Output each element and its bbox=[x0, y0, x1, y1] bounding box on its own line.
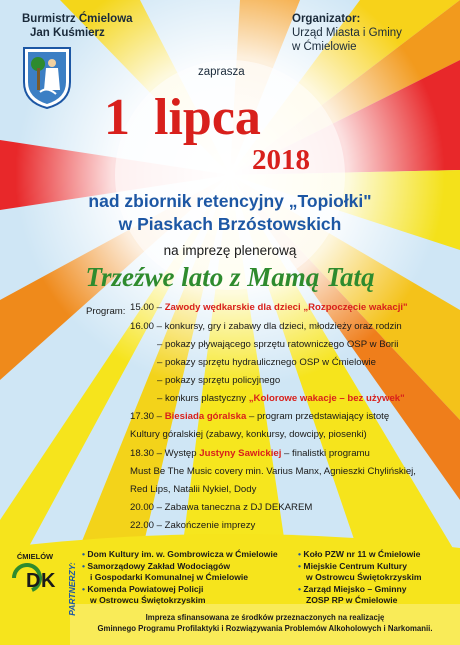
partner-name: Komenda Powiatowej Policji bbox=[87, 584, 204, 594]
organizer-label: Organizator: bbox=[292, 13, 361, 25]
date-day: 1 bbox=[104, 89, 130, 146]
bullet-icon: • bbox=[82, 584, 86, 594]
venue-line-1: nad zbiornik retencyjny „Topiołki" bbox=[88, 191, 372, 211]
program-text: – finalistki programu bbox=[281, 448, 370, 459]
partner-name: ZOSP RP w Ćmielowie bbox=[306, 595, 398, 605]
partner-name: Koło PZW nr 11 w Ćmielowie bbox=[303, 549, 421, 559]
svg-text:K: K bbox=[41, 570, 56, 592]
program-highlight: „Kolorowe wakacje – bez używek" bbox=[248, 393, 405, 404]
coat-of-arms-icon bbox=[22, 46, 72, 110]
program-text: – program przedstawiający istotę bbox=[246, 411, 390, 422]
program-item: 16.00 – konkursy, gry i zabawy dla dzieci, młodzieży oraz rodzin bbox=[130, 321, 402, 332]
partner-item bbox=[82, 584, 203, 595]
program-item: – pokazy sprzętu hydraulicznego OSP w Ćmielowie bbox=[157, 357, 376, 368]
partner-item bbox=[82, 561, 230, 572]
partner-item bbox=[298, 584, 407, 595]
program-time: 18.30 – Występ bbox=[130, 448, 200, 459]
program-highlight: Biesiada góralska bbox=[164, 411, 247, 422]
partner-item bbox=[298, 561, 407, 572]
event-date bbox=[104, 90, 261, 146]
program-item: – pokazy pływającego sprzętu ratowniczego OSP w Borii bbox=[157, 339, 399, 350]
bullet-icon: • bbox=[82, 561, 86, 571]
partner-name: Samorządowy Zakład Wodociągów bbox=[87, 561, 231, 571]
program-item bbox=[130, 411, 389, 423]
partner-name: Dom Kultury im. w. Gombrowicza w Ćmielowie bbox=[87, 549, 278, 559]
event-type: na imprezę plenerową bbox=[163, 243, 297, 258]
program-item: 20.00 – Zabawa taneczna z DJ DEKAREM bbox=[130, 502, 313, 513]
partner-name: Miejskie Centrum Kultury bbox=[303, 561, 408, 571]
bullet-icon: • bbox=[298, 561, 302, 571]
footer-line-2: Gminnego Programu Profilaktyki i Rozwiązywania Problemów Alkoholowych i Narkomanii. bbox=[97, 624, 433, 633]
date-year: 2018 bbox=[252, 144, 310, 176]
program-item: Red Lips, Natalii Nykiel, Dody bbox=[130, 484, 257, 495]
venue-line-2: w Piaskach Brzóstowskich bbox=[118, 214, 342, 234]
invites-text: zaprasza bbox=[198, 66, 245, 78]
program-label: Program: bbox=[86, 306, 126, 317]
partner-name: w Ostrowcu Świętokrzyskim bbox=[90, 595, 206, 605]
event-title: Trzeźwe lato z Mamą Tatą bbox=[85, 262, 375, 292]
program-item bbox=[130, 448, 370, 460]
program-item: – pokazy sprzętu policyjnego bbox=[157, 375, 281, 386]
organizer-place: w Ćmielowie bbox=[292, 41, 357, 53]
program-item: Kultury góralskiej (zabawy, konkursy, dowcipy, piosenki) bbox=[130, 429, 367, 440]
svg-text:D: D bbox=[26, 570, 41, 592]
program-item bbox=[130, 302, 408, 314]
partner-item bbox=[298, 549, 420, 560]
partners-label: PARTNERZY: bbox=[67, 562, 77, 616]
program-time: 17.30 – bbox=[130, 411, 165, 422]
partner-name: Zarząd Miejsko – Gminny bbox=[303, 584, 407, 594]
program-text: – konkurs plastyczny bbox=[157, 393, 249, 404]
date-month: lipca bbox=[154, 89, 261, 146]
bullet-icon: • bbox=[82, 549, 86, 559]
partner-item-cont bbox=[306, 572, 422, 583]
program-item bbox=[157, 393, 405, 405]
partner-item-cont bbox=[90, 572, 248, 583]
mayor-title: Burmistrz Ćmielowa bbox=[22, 13, 133, 25]
footer-line-1: Impreza sfinansowana ze środków przeznaczonych na realizację bbox=[145, 613, 385, 622]
dk-logo-icon bbox=[10, 561, 60, 595]
dk-logo bbox=[10, 552, 60, 600]
partner-item-cont bbox=[90, 595, 206, 606]
program-item: 22.00 – Zakończenie imprezy bbox=[130, 520, 256, 531]
partner-item-cont bbox=[306, 595, 397, 606]
bullet-icon: • bbox=[298, 584, 302, 594]
program-time: 15.00 – bbox=[130, 302, 165, 313]
program-item: Must Be The Music covery min. Varius Manx, Agnieszki Chylińskiej, bbox=[130, 466, 416, 477]
bullet-icon: • bbox=[298, 549, 302, 559]
program-highlight: Justyny Sawickiej bbox=[199, 448, 282, 459]
partner-name: i Gospodarki Komunalnej w Ćmielowie bbox=[90, 572, 249, 582]
organizer-name: Urząd Miasta i Gminy bbox=[292, 27, 402, 39]
dk-logo-top: ĆMIELÓW bbox=[16, 552, 54, 561]
partner-name: w Ostrowcu Świętokrzyskim bbox=[306, 572, 422, 582]
partner-item bbox=[82, 549, 278, 560]
mayor-name: Jan Kuśmierz bbox=[30, 27, 105, 39]
program-highlight: Zawody wędkarskie dla dzieci „Rozpoczęcie wakacji" bbox=[164, 302, 408, 313]
